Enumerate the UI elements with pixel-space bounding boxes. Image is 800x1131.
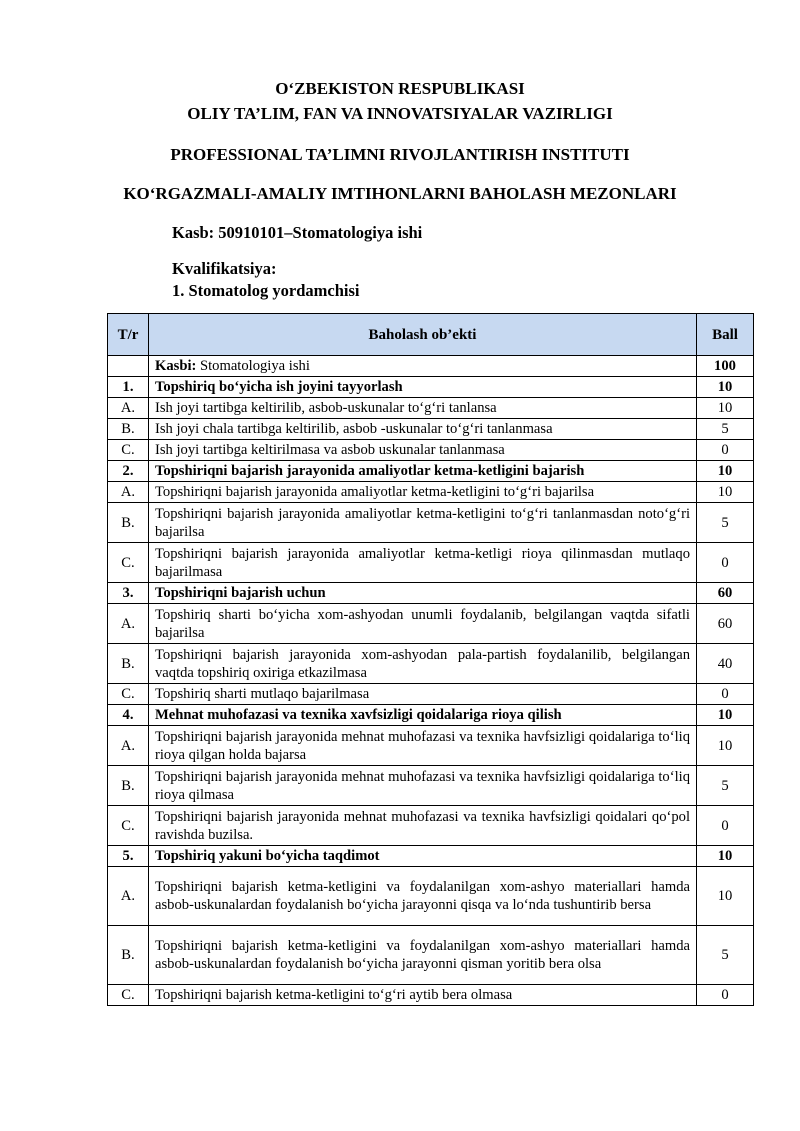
table-row xyxy=(108,482,754,503)
table-row xyxy=(108,644,754,684)
table-row xyxy=(108,461,754,482)
row-num: B. xyxy=(108,419,149,440)
row-ball: 10 xyxy=(697,867,754,926)
row-num: A. xyxy=(108,398,149,419)
table-row xyxy=(108,846,754,867)
row-num: A. xyxy=(108,867,149,926)
row-ball: 0 xyxy=(697,806,754,846)
table-row xyxy=(108,583,754,604)
qualification-value: 1. Stomatolog yordamchisi xyxy=(172,281,360,300)
table-row xyxy=(108,543,754,583)
header-ball: Ball xyxy=(697,314,754,356)
row-desc: Topshiriqni bajarish jarayonida amaliyotlar ketma-ketligi rioya qilinmasdan mutlaqo bajarilmasa xyxy=(149,543,697,583)
row-num: C. xyxy=(108,684,149,705)
row-ball: 0 xyxy=(697,985,754,1006)
table-row xyxy=(108,503,754,543)
row-ball: 0 xyxy=(697,440,754,461)
table-row xyxy=(108,985,754,1006)
row-desc: Ish joyi tartibga keltirilib, asbob-uskunalar to‘g‘ri tanlansa xyxy=(149,398,697,419)
ministry-line-1: O‘ZBEKISTON RESPUBLIKASI xyxy=(275,79,525,98)
table-row xyxy=(108,377,754,398)
table-row xyxy=(108,926,754,985)
header-num: T/r xyxy=(108,314,149,356)
row-desc: Mehnat muhofazasi va texnika xavfsizligi qoidalariga rioya qilish xyxy=(149,705,697,726)
qualification-label: Kvalifikatsiya: xyxy=(172,259,277,278)
row-ball: 10 xyxy=(697,461,754,482)
row-desc: Ish joyi tartibga keltirilmasa va asbob uskunalar tanlanmasa xyxy=(149,440,697,461)
row-desc: Topshiriqni bajarish jarayonida amaliyotlar ketma-ketligini to‘g‘ri tanlanmasdan noto‘g‘ri bajarilsa xyxy=(149,503,697,543)
kasbi-num xyxy=(108,356,149,377)
row-num: 2. xyxy=(108,461,149,482)
table-row xyxy=(108,726,754,766)
row-num: C. xyxy=(108,985,149,1006)
table-header-row xyxy=(108,314,754,356)
row-ball: 10 xyxy=(697,705,754,726)
kasbi-cell xyxy=(149,356,697,377)
row-desc: Topshiriq sharti bo‘yicha xom-ashyodan unumli foydalanib, belgilangan vaqtda sifatli bajarilsa xyxy=(149,604,697,644)
row-ball: 40 xyxy=(697,644,754,684)
row-num: A. xyxy=(108,604,149,644)
kasbi-label: Kasbi: xyxy=(155,358,197,374)
row-num: 4. xyxy=(108,705,149,726)
row-desc: Topshiriqni bajarish ketma-ketligini va foydalanilgan xom-ashyo materiallari hamda asbob-uskunalardan foydalanish bo‘yicha jarayonni qisman yoritib bera olsa xyxy=(149,926,697,985)
criteria-table xyxy=(107,313,754,1006)
row-num: 5. xyxy=(108,846,149,867)
row-ball: 5 xyxy=(697,926,754,985)
kasbi-ball: 100 xyxy=(697,356,754,377)
row-num: B. xyxy=(108,766,149,806)
row-desc: Topshiriqni bajarish jarayonida mehnat muhofazasi va texnika havfsizligi qoidalariga to‘liq rioya qilgan holda bajarsa xyxy=(149,726,697,766)
table-row xyxy=(108,867,754,926)
table-row xyxy=(108,705,754,726)
row-num: B. xyxy=(108,503,149,543)
row-num: B. xyxy=(108,644,149,684)
row-ball: 10 xyxy=(697,846,754,867)
row-desc: Topshiriqni bajarish uchun xyxy=(149,583,697,604)
row-ball: 60 xyxy=(697,583,754,604)
row-num: B. xyxy=(108,926,149,985)
row-desc: Ish joyi chala tartibga keltirilib, asbob -uskunalar to‘g‘ri tanlanmasa xyxy=(149,419,697,440)
table-row xyxy=(108,766,754,806)
row-desc: Topshiriqni bajarish ketma-ketligini to‘g‘ri aytib bera olmasa xyxy=(149,985,697,1006)
row-num: C. xyxy=(108,543,149,583)
row-desc: Topshiriq bo‘yicha ish joyini tayyorlash xyxy=(149,377,697,398)
kasbi-value: Stomatologiya ishi xyxy=(196,358,310,374)
row-desc: Topshiriqni bajarish jarayonida xom-ashyodan pala-partish foydalanilib, belgilangan vaqtda topshiriq oxiriga etkazilmasa xyxy=(149,644,697,684)
row-desc: Topshiriqni bajarish ketma-ketligini va foydalanilgan xom-ashyo materiallari hamda asbob-uskunalardan foydalanish bo‘yicha jarayonni qisqa va lo‘nda tushuntirib bersa xyxy=(149,867,697,926)
kasbi-row xyxy=(108,356,754,377)
row-desc: Topshiriqni bajarish jarayonida amaliyotlar ketma-ketligini to‘g‘ri bajarilsa xyxy=(149,482,697,503)
row-num: A. xyxy=(108,482,149,503)
row-desc: Topshiriq sharti mutlaqo bajarilmasa xyxy=(149,684,697,705)
row-ball: 10 xyxy=(697,377,754,398)
institute-name: PROFESSIONAL TA’LIMNI RIVOJLANTIRISH INSTITUTI xyxy=(170,145,630,164)
row-num: 1. xyxy=(108,377,149,398)
row-ball: 10 xyxy=(697,398,754,419)
row-desc: Topshiriqni bajarish jarayonida mehnat muhofazasi va texnika havfsizligi qoidalari qo‘pol ravishda buzilsa. xyxy=(149,806,697,846)
document-title: KO‘RGAZMALI-AMALIY IMTIHONLARNI BAHOLASH MEZONLARI xyxy=(123,184,677,203)
row-ball: 5 xyxy=(697,503,754,543)
row-desc: Topshiriq yakuni bo‘yicha taqdimot xyxy=(149,846,697,867)
row-ball: 10 xyxy=(697,726,754,766)
table-row xyxy=(108,806,754,846)
row-desc: Topshiriqni bajarish jarayonida amaliyotlar ketma-ketligini bajarish xyxy=(149,461,697,482)
ministry-line-2: OLIY TA’LIM, FAN VA INNOVATSIYALAR VAZIRLIGI xyxy=(187,104,613,123)
row-num: 3. xyxy=(108,583,149,604)
row-num: C. xyxy=(108,806,149,846)
table-row xyxy=(108,440,754,461)
table-row xyxy=(108,604,754,644)
row-ball: 60 xyxy=(697,604,754,644)
row-ball: 0 xyxy=(697,543,754,583)
table-row xyxy=(108,419,754,440)
table-row xyxy=(108,398,754,419)
row-ball: 0 xyxy=(697,684,754,705)
row-num: A. xyxy=(108,726,149,766)
row-ball: 5 xyxy=(697,766,754,806)
row-desc: Topshiriqni bajarish jarayonida mehnat muhofazasi va texnika havfsizligi qoidalariga to‘liq rioya qilmasa xyxy=(149,766,697,806)
row-num: C. xyxy=(108,440,149,461)
row-ball: 10 xyxy=(697,482,754,503)
header-desc: Baholash ob’ekti xyxy=(149,314,697,356)
table-row xyxy=(108,684,754,705)
profession-line: Kasb: 50910101–Stomatologiya ishi xyxy=(172,223,423,242)
row-ball: 5 xyxy=(697,419,754,440)
